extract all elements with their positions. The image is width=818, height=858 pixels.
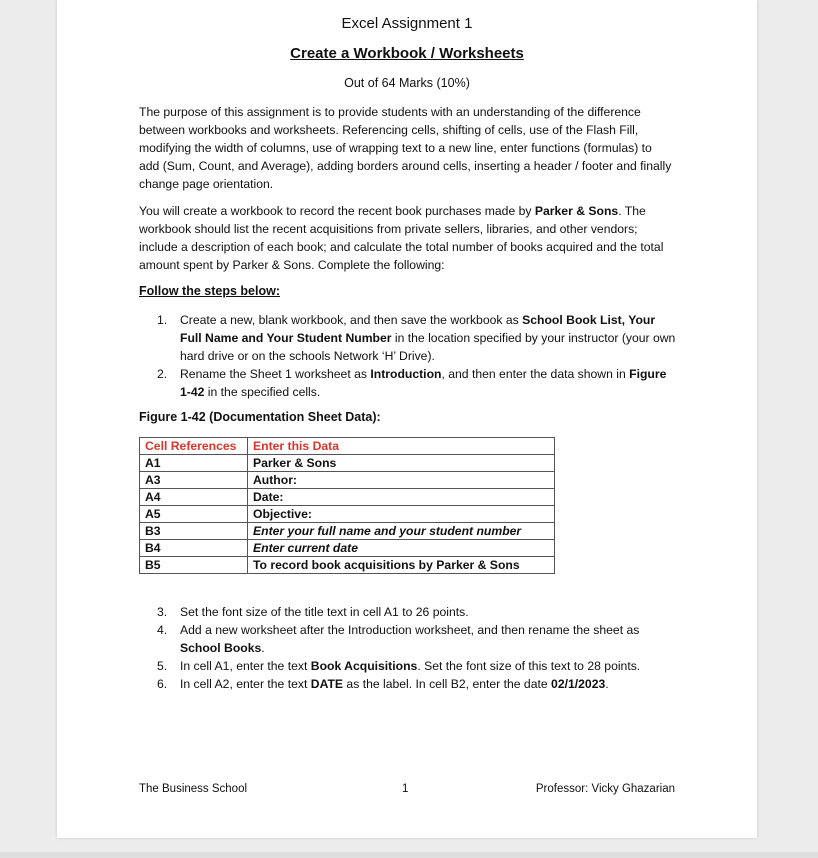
text-run: . (605, 677, 609, 691)
step-item (157, 311, 677, 365)
marks-line: Out of 64 Marks (10%) (344, 76, 470, 90)
text-run: You will create a workbook to record the recent book purchases made by (139, 204, 535, 218)
bold-text: 02/1/2023 (551, 677, 606, 691)
table-cell: To record book acquisitions by Parker & Sons (248, 557, 555, 574)
table-cell: Enter current date (248, 540, 555, 557)
step-number: 4. (157, 623, 168, 637)
steps-list-continued (157, 603, 677, 693)
text-run: . (261, 641, 265, 655)
text-run: Set the font size of the title text in cell A1 to 26 points. (180, 605, 469, 619)
table-row (140, 523, 555, 540)
document-page (57, 0, 757, 838)
table-cell: A4 (140, 489, 248, 506)
table-cell: Enter your full name and your student number (248, 523, 555, 540)
table-cell: B4 (140, 540, 248, 557)
bold-text: Book Acquisitions (310, 659, 418, 673)
table-cell: Date: (248, 489, 555, 506)
document-subtitle: Create a Workbook / Worksheets (290, 45, 524, 62)
purpose-paragraph: The purpose of this assignment is to provide students with an understanding of the difference between workbooks and worksheets. Referencing cells, shifting of cells, use of the Flash Fill, modifying the width of columns, use of wrapping text to a new line, enter functions (formulas) to add (Sum, Count, and Average), adding borders around cells, inserting a header / footer and finally change page orientation. (139, 105, 672, 191)
text-run: . The workbook should list the recent acquisitions from private sellers, libraries, and other vendors; include a description of each book; and calculate the total number of books acquired and the total amount spent by Parker & Sons. Complete the following: (139, 204, 664, 272)
table-row (140, 455, 555, 472)
step-number: 5. (157, 659, 168, 673)
table-cell: Parker & Sons (248, 455, 555, 472)
figure-caption: Figure 1-42 (Documentation Sheet Data): (139, 410, 381, 424)
bold-text: School Books (180, 641, 262, 655)
text-run: In cell A2, enter the text (180, 677, 311, 691)
instructions-paragraph (139, 202, 674, 274)
text-run: in the specified cells. (204, 385, 321, 399)
step-number: 2. (157, 367, 168, 381)
footer-right: Professor: Vicky Ghazarian (535, 783, 675, 795)
table-cell: A3 (140, 472, 248, 489)
documentation-table (139, 437, 555, 574)
step-item (157, 603, 677, 621)
table-row (140, 506, 555, 523)
step-number: 3. (157, 605, 168, 619)
column-header: Enter this Data (248, 438, 555, 455)
page-gap-divider (0, 852, 818, 858)
text-run: In cell A1, enter the text (180, 659, 311, 673)
text-run: in the location specified by your instructor (your own hard drive or on the schools Network ‘H’ Drive). (180, 331, 676, 363)
table-row (140, 540, 555, 557)
company-name: Parker & Sons (534, 204, 619, 218)
table-cell: Objective: (248, 506, 555, 523)
table-header-row (140, 438, 555, 455)
bold-text: Introduction (370, 367, 442, 381)
table-row (140, 557, 555, 574)
step-item (157, 365, 677, 401)
bold-text: School Book List, Your Full Name and Your Student Number (180, 313, 656, 345)
text-run: . Set the font size of this text to 28 points. (417, 659, 641, 673)
bold-text: Figure 1-42 (180, 367, 667, 399)
table-cell: Author: (248, 472, 555, 489)
step-item (157, 675, 677, 693)
text-run: , and then enter the data shown in (441, 367, 630, 381)
text-run: Rename the Sheet 1 worksheet as (180, 367, 371, 381)
text-run: Create a new, blank workbook, and then save the workbook as (180, 313, 523, 327)
text-run: Add a new worksheet after the Introduction worksheet, and then rename the sheet as (180, 623, 640, 637)
step-number: 1. (157, 313, 168, 327)
table-row (140, 489, 555, 506)
table-cell: A1 (140, 455, 248, 472)
page-number: 1 (402, 783, 409, 795)
bold-text: DATE (310, 677, 344, 691)
table-cell: B3 (140, 523, 248, 540)
table-cell: A5 (140, 506, 248, 523)
step-item (157, 657, 677, 675)
text-run: as the label. In cell B2, enter the date (343, 677, 552, 691)
steps-heading: Follow the steps below: (139, 284, 280, 298)
table-cell: B5 (140, 557, 248, 574)
column-header: Cell References (140, 438, 248, 455)
step-number: 6. (157, 677, 168, 691)
footer-left: The Business School (139, 783, 248, 795)
step-item (157, 621, 677, 657)
document-title: Excel Assignment 1 (341, 15, 473, 32)
steps-list (157, 311, 677, 401)
table-row (140, 472, 555, 489)
